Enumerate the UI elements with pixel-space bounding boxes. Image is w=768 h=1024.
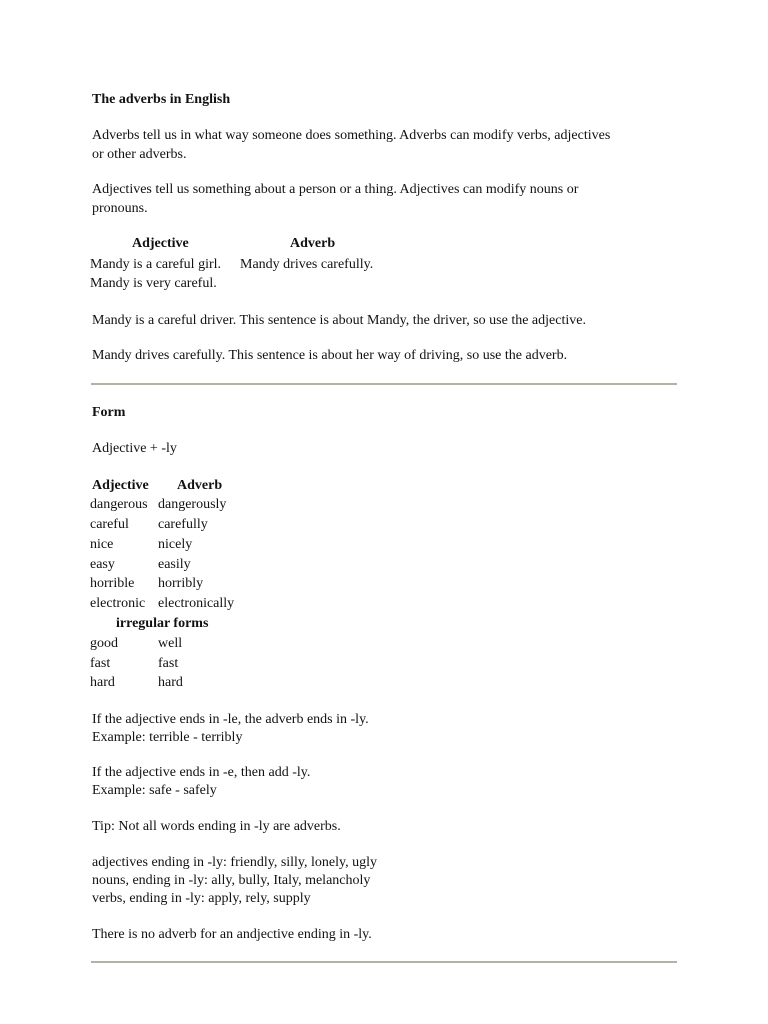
- rule-e-line1: If the adjective ends in -e, then add -ly.: [92, 765, 311, 780]
- section-title-adverbs: The adverbs in English: [92, 92, 231, 107]
- table-row-adjective: electronic: [90, 596, 146, 611]
- rule-e-line2: Example: safe - safely: [92, 783, 217, 798]
- horizontal-rule-1: [91, 383, 677, 385]
- table-row-adjective: hard: [90, 675, 115, 690]
- table-row-adverb: carefully: [158, 517, 208, 532]
- form-header-adjective: Adjective: [92, 478, 149, 493]
- horizontal-rule-2: [91, 961, 677, 963]
- example-adverb-1: Mandy drives carefully.: [240, 257, 374, 272]
- table-row-adverb: horribly: [158, 576, 204, 591]
- table-row-adjective: good: [90, 636, 118, 651]
- paragraph-adjectives-line1: Adjectives tell us something about a person or a thing. Adjectives can modify nouns or: [92, 182, 579, 197]
- table-header-adjective: Adjective: [132, 236, 189, 251]
- table-row-adverb: fast: [158, 656, 179, 671]
- table-row-adjective: horrible: [90, 576, 135, 591]
- form-header-adverb: Adverb: [177, 478, 223, 493]
- example-adjective-1: Mandy is a careful girl.: [90, 257, 222, 272]
- rule-le-line2: Example: terrible - terribly: [92, 730, 243, 745]
- note-adjective-usage: Mandy is a careful driver. This sentence is about Mandy, the driver, so use the adjective.: [92, 313, 586, 328]
- formula-text: Adjective + -ly: [92, 441, 177, 456]
- table-row-adverb: hard: [158, 675, 183, 690]
- example-adjective-2: Mandy is very careful.: [90, 276, 217, 291]
- final-note-text: There is no adverb for an andjective ending in -ly.: [92, 927, 372, 942]
- table-row-adverb: nicely: [158, 537, 193, 552]
- paragraph-adverbs-line1: Adverbs tell us in what way someone does something. Adverbs can modify verbs, adjectives: [92, 128, 611, 143]
- paragraph-adverbs-line2: or other adverbs.: [92, 147, 187, 162]
- rule-le-line1: If the adjective ends in -le, the adverb ends in -ly.: [92, 712, 369, 727]
- tip-text: Tip: Not all words ending in -ly are adverbs.: [92, 819, 341, 834]
- ly-adjectives-text: adjectives ending in -ly: friendly, silly, lonely, ugly: [92, 855, 377, 870]
- ly-verbs-text: verbs, ending in -ly: apply, rely, supply: [92, 891, 311, 906]
- table-row-adjective: fast: [90, 656, 111, 671]
- table-row-adverb: electronically: [158, 596, 235, 611]
- note-adverb-usage: Mandy drives carefully. This sentence is about her way of driving, so use the adverb.: [92, 348, 568, 363]
- ly-nouns-text: nouns, ending in -ly: ally, bully, Italy, melancholy: [92, 873, 371, 888]
- section-title-form: Form: [92, 405, 126, 420]
- table-row-adjective: careful: [90, 517, 129, 532]
- table-row-adverb: easily: [158, 557, 191, 572]
- table-header-adverb: Adverb: [290, 236, 336, 251]
- table-row-adjective: dangerous: [90, 497, 148, 512]
- paragraph-adjectives-line2: pronouns.: [92, 201, 148, 216]
- irregular-forms-header: irregular forms: [116, 616, 209, 631]
- table-row-adjective: nice: [90, 537, 114, 552]
- table-row-adverb: well: [158, 636, 183, 651]
- table-row-adjective: easy: [90, 557, 115, 572]
- table-row-adverb: dangerously: [158, 497, 227, 512]
